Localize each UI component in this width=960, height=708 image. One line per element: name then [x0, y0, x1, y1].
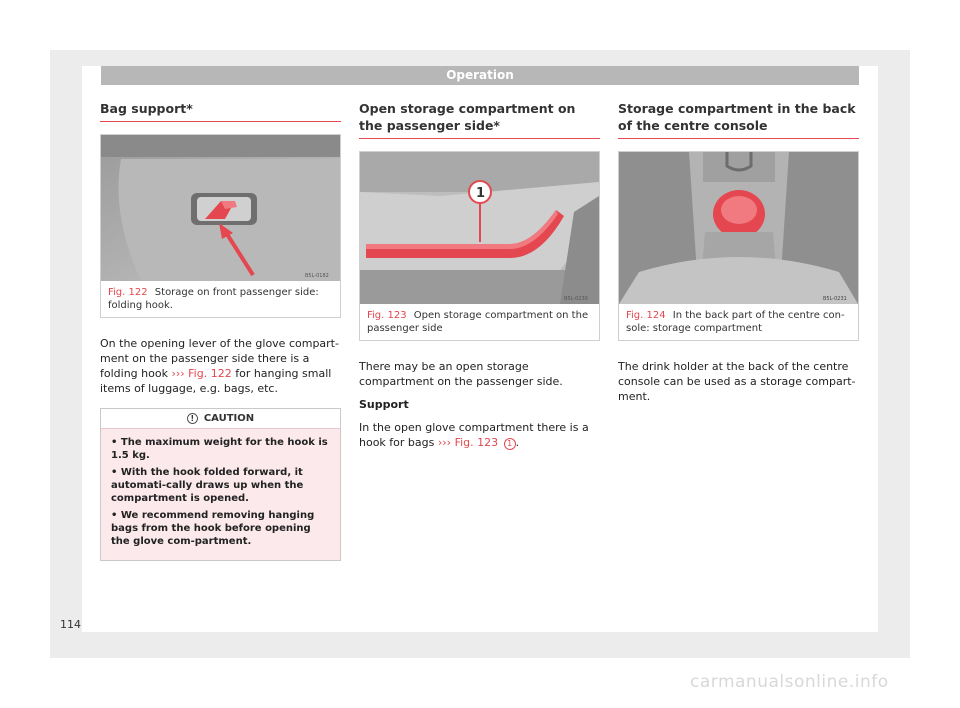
watermark: carmanualsonline.info: [690, 672, 889, 692]
figure-caption-text: Open storage compartment on the passenger side: [367, 310, 589, 334]
caution-item-text: The maximum weight for the hook is 1.5 kg.: [111, 437, 328, 461]
column-open-storage: [359, 100, 600, 458]
column-bag-support: [100, 100, 341, 561]
glove-compartment-hook-image: [101, 135, 340, 281]
body-text: [359, 359, 600, 450]
centre-console-storage-image: [619, 152, 858, 304]
callout-marker: 1: [504, 438, 516, 450]
caution-item-text: We recommend removing hanging bags from the hook before opening the glove com-partment.: [111, 510, 315, 547]
page-number: 114: [60, 618, 81, 631]
figure-code: B5L-0230: [564, 296, 588, 302]
figure-caption: [619, 304, 858, 340]
caution-label: CAUTION: [203, 413, 255, 424]
section-title-bag-support: Bag support*: [100, 100, 341, 122]
paragraph-text-end: for hanging small items of luggage, e.g. bags, etc.: [100, 367, 332, 395]
caution-item: • With the hook folded forward, it automati-cally draws up when the compartment is opened.: [111, 467, 304, 504]
open-storage-compartment-image: [360, 152, 599, 304]
figure-caption-text: In the back part of the centre con-sole: storage compartment: [626, 310, 845, 334]
caution-item: • We recommend removing hanging bags from the hook before opening the glove com-partment.: [111, 510, 315, 547]
figure-ref-link[interactable]: Fig. 123: [454, 436, 499, 449]
paragraph: There may be an open storage compartment on the passenger side.: [359, 360, 563, 388]
figure-code: B5L-0231: [823, 296, 847, 302]
figure-123: [359, 151, 600, 341]
caution-item-text: With the hook folded forward, it automati-cally draws up when the compartment is opened.: [111, 467, 304, 504]
paragraph: In the open glove compartment there is a hook for bags ››› Fig. 123 1 .: [359, 421, 589, 449]
figure-ref-link[interactable]: Fig. 122: [188, 367, 232, 380]
figure-124: [618, 151, 859, 341]
column-centre-console: [618, 100, 859, 412]
caution-header: [101, 409, 340, 429]
subheading-support: Support: [359, 398, 409, 411]
caution-list: [101, 429, 340, 560]
section-header: Operation: [101, 66, 859, 85]
ref-arrow: ›››: [437, 436, 452, 449]
paragraph: The drink holder at the back of the centre console can be used as a storage compart-ment.: [618, 360, 856, 403]
warning-icon: !: [187, 413, 198, 424]
paragraph-text: On the opening lever of the glove compart-ment on the passenger side there is a folding hook: [100, 337, 339, 380]
section-title-open-storage: Open storage compartment on the passenger side*: [359, 100, 600, 139]
figure-caption-text: Storage on front passenger side: folding hook.: [108, 287, 319, 311]
figure-number: Fig. 124: [626, 310, 666, 321]
caution-box: [100, 408, 341, 561]
figure-number: Fig. 123: [367, 310, 407, 321]
caution-item: • The maximum weight for the hook is 1.5 kg.: [111, 437, 328, 461]
figure-callout: 1: [476, 186, 486, 201]
figure-caption: [101, 281, 340, 317]
body-text: [618, 359, 859, 404]
figure-number: Fig. 122: [108, 287, 148, 298]
section-title-centre-console: Storage compartment in the back of the centre console: [618, 100, 859, 139]
body-text: [100, 336, 341, 396]
figure-caption: [360, 304, 599, 340]
figure-code: B5L-0182: [305, 273, 329, 279]
paragraph: [100, 336, 341, 396]
paragraph-text: In the open glove compartment there is a hook for bags: [359, 421, 589, 449]
ref-arrow: ›››: [171, 367, 185, 380]
figure-122: [100, 134, 341, 318]
